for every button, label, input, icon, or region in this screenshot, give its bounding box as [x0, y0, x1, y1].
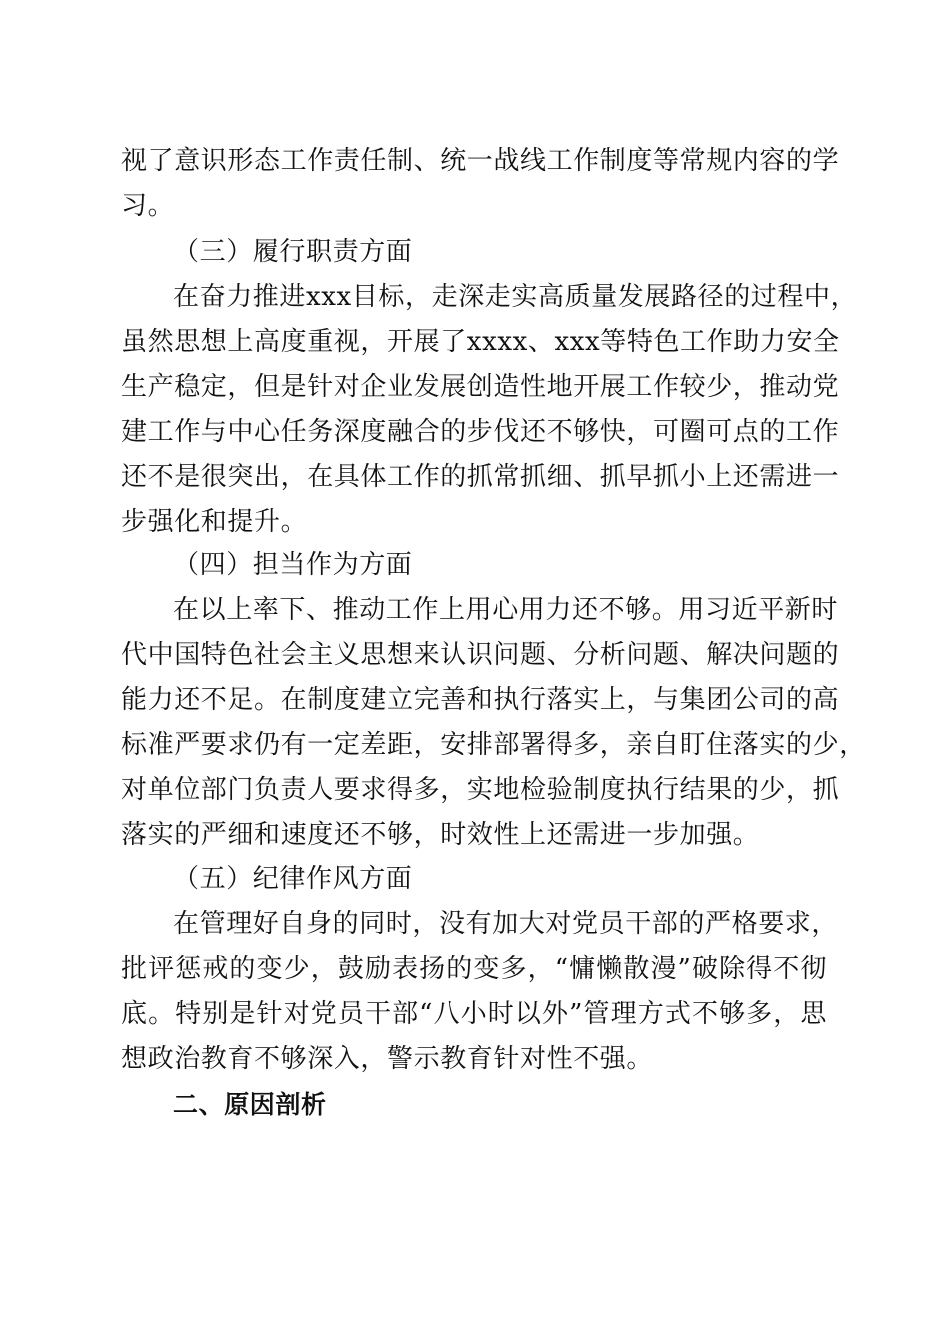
paragraph-line: 建工作与中心任务深度融合的步伐还不够快，可圈可点的工作: [121, 417, 840, 447]
paragraph-line: 落实的严细和速度还不够，时效性上还需进一步加强。: [121, 820, 760, 850]
paragraph-line: 生产稳定，但是针对企业发展创造性地开展工作较少，推动党: [121, 372, 840, 402]
paragraph-line: 对单位部门负责人要求得多，实地检验制度执行结果的少，抓: [121, 775, 840, 805]
paragraph-line: 标准严要求仍有一定差距，安排部署得多，亲自盯住落实的少，: [121, 730, 866, 760]
section-heading-4: （四）担当作为方面: [173, 550, 413, 580]
paragraph-line: 在奋力推进xxx目标，走深走实高质量发展路径的过程中，: [173, 282, 858, 312]
paragraph-line: 底。特别是针对党员干部“八小时以外”管理方式不够多，思: [121, 999, 827, 1029]
paragraph-line: 步强化和提升。: [121, 507, 308, 537]
paragraph-line: 能力还不足。在制度建立完善和执行落实上，与集团公司的高: [121, 685, 840, 715]
main-heading: 二、原因剖析: [173, 1090, 327, 1119]
section-heading-5: （五）纪律作风方面: [173, 864, 413, 894]
paragraph-line: 代中国特色社会主义思想来认识问题、分析问题、解决问题的: [121, 640, 840, 670]
paragraph-line: 想政治教育不够深入，警示教育针对性不强。: [121, 1044, 654, 1074]
paragraph-line: 批评惩戒的变少，鼓励表扬的变多，“慵懒散漫”破除得不彻: [121, 954, 827, 984]
paragraph-line: 视了意识形态工作责任制、统一战线工作制度等常规内容的学: [121, 146, 840, 176]
paragraph-line: 在管理好自身的同时，没有加大对党员干部的严格要求，: [173, 909, 839, 939]
paragraph-line: 虽然思想上高度重视，开展了xxxx、xxx等特色工作助力安全: [121, 327, 840, 357]
paragraph-line: 还不是很突出，在具体工作的抓常抓细、抓早抓小上还需进一: [121, 462, 840, 492]
section-heading-3: （三）履行职责方面: [173, 237, 413, 267]
paragraph-line: 习。: [121, 191, 175, 221]
paragraph-line: 在以上率下、推动工作上用心用力还不够。用习近平新时: [173, 595, 839, 625]
